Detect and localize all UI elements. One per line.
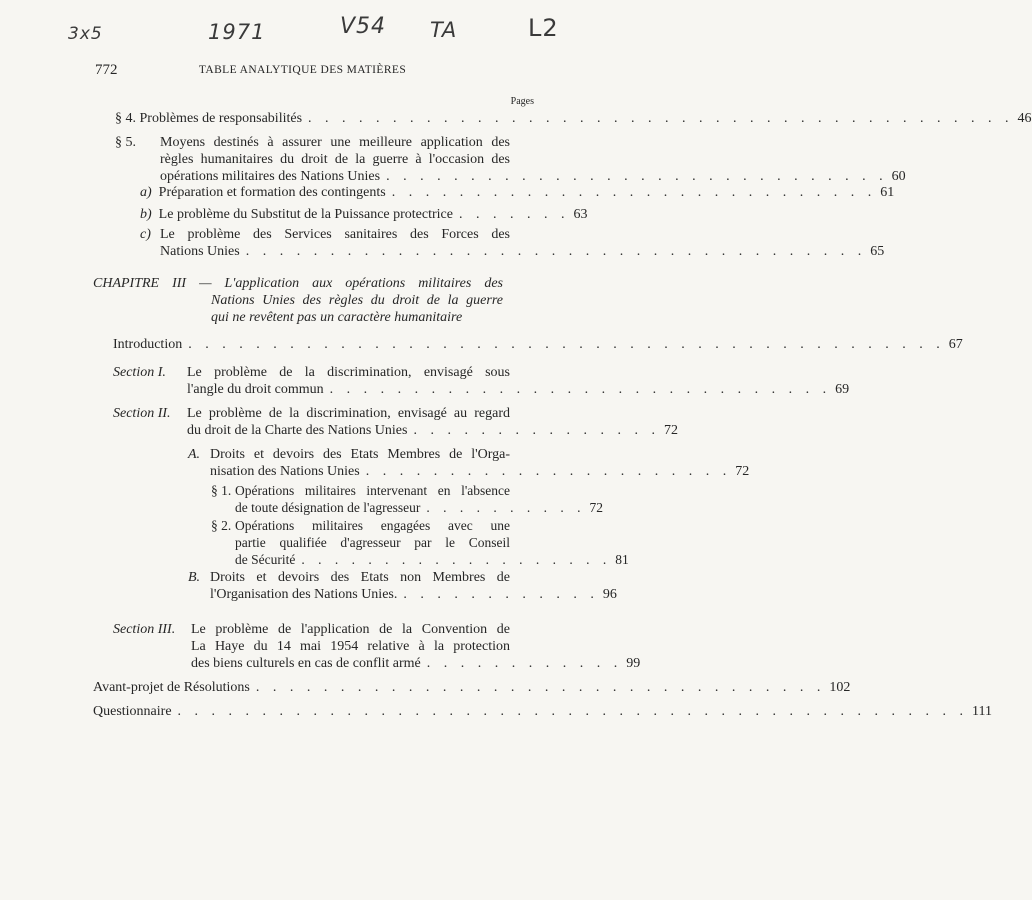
entry-line: Opérations militaires engagées avec une [235, 518, 510, 533]
page-ref: 65 [870, 244, 885, 259]
page-ref: 67 [948, 337, 963, 352]
entry-label: b) [140, 207, 152, 222]
entry-text: Avant-projet de Résolutions [93, 680, 250, 695]
handwritten-note-2: 1971 [208, 20, 266, 44]
entry-label: A. [188, 447, 201, 462]
entry-line: La Haye du 14 mai 1954 relative à la protection [191, 639, 510, 654]
page-ref: 63 [573, 207, 588, 222]
entry-label: Section III. [113, 622, 176, 637]
handwritten-note-1: 3x5 [68, 24, 103, 44]
entry-line: Le problème de la discrimination, envisagé sous [187, 365, 510, 380]
entry-label: § 5. [115, 135, 136, 150]
page-ref: 61 [880, 185, 895, 200]
entry-label: B. [188, 570, 201, 585]
leader-dots: . . . . . . . . . . . . . . . [413, 423, 660, 438]
leader-dots: . . . . . . . . . . . . . . . . . . . . . . . . . . . . . . . . . . . . . . . . . . . . . . . [177, 704, 969, 719]
toc-entry-para-1 [211, 482, 603, 516]
entry-text: Questionnaire [93, 704, 172, 719]
leader-dots: . . . . . . . . . . . . [403, 587, 599, 602]
toc-entry-section-3 [113, 621, 641, 672]
entry-line: Droits et devoirs des Etats Membres de l'Orga- [210, 447, 510, 462]
page-ref: 69 [835, 382, 850, 397]
entry-line: Nations Unies [160, 244, 240, 259]
entry-label: Section II. [113, 406, 171, 421]
toc-entry-a [140, 184, 895, 201]
entry-line: Le problème des Services sanitaires des Forces des [160, 227, 510, 242]
toc-entry-avant-projet [93, 679, 851, 696]
entry-line: de toute désignation de l'agresseur [235, 500, 421, 515]
toc-entry-questionnaire [93, 703, 992, 720]
entry-line: règles humanitaires du droit de la guerre à l'occasion des [160, 152, 510, 167]
leader-dots: . . . . . . . . . . . . . . . . . . . . . . . . . . . . . . . . . . . . . [245, 244, 867, 259]
chapter-label: CHAPITRE III — [93, 276, 212, 291]
leader-dots: . . . . . . . . . . . . . . . . . . . . . . . . . . . . . . . . . . . . . . . . . . [308, 111, 1014, 126]
page-ref: 72 [663, 423, 678, 438]
entry-line: Droits et devoirs des Etats non Membres de [210, 570, 510, 585]
leader-dots: . . . . . . . . . . . . . . . . . . . [301, 552, 612, 567]
chapter-heading [93, 275, 503, 326]
page-ref: 60 [891, 169, 906, 184]
toc-entry-section-2 [113, 405, 678, 439]
entry-line: des biens culturels en cas de conflit armé [191, 656, 421, 671]
entry-line: Opérations militaires intervenant en l'absence [235, 483, 510, 498]
entry-line: partie qualifiée d'agresseur par le Conseil [235, 535, 510, 550]
toc-entry-introduction [113, 336, 963, 353]
page-ref: 72 [735, 464, 750, 479]
entry-label: § 1. [211, 483, 232, 498]
page-ref: 99 [626, 656, 641, 671]
toc-entry-b [140, 206, 588, 223]
page-number: 772 [95, 62, 118, 78]
page-ref: 111 [972, 704, 992, 719]
page-ref: 96 [602, 587, 617, 602]
entry-label: § 2. [211, 518, 232, 533]
chapter-title-line: qui ne revêtent pas un caractère humanitaire [211, 310, 463, 325]
leader-dots: . . . . . . . . . . [426, 500, 586, 515]
leader-dots: . . . . . . . [458, 207, 570, 222]
page-ref: 46 [1017, 111, 1032, 126]
entry-label: a) [140, 185, 152, 200]
handwritten-note-4: TA [430, 18, 458, 42]
leader-dots: . . . . . . . . . . . . . . . . . . . . . . . . . . . . . . [386, 169, 888, 184]
page-ref: 81 [615, 552, 629, 567]
entry-line: Moyens destinés à assurer une meilleure application des [160, 135, 510, 150]
entry-text: Problèmes de responsabilités [139, 111, 303, 126]
entry-line: nisation des Nations Unies [210, 464, 360, 479]
toc-entry-a-members [188, 446, 750, 480]
leader-dots: . . . . . . . . . . . . . . . . . . . . . . . . . . . . . . . . . . . . . . . . . . . . . [188, 337, 945, 352]
handwritten-note-5: L2 [528, 14, 559, 42]
entry-line: de Sécurité [235, 552, 296, 567]
entry-line: l'angle du droit commun [187, 382, 324, 397]
entry-line: du droit de la Charte des Nations Unies [187, 423, 408, 438]
pages-column-label: Pages [510, 96, 534, 107]
toc-entry-para-5 [115, 134, 906, 185]
toc-entry-c [140, 226, 885, 260]
leader-dots: . . . . . . . . . . . . . . . . . . . . . . . . . . . . . . [329, 382, 832, 397]
entry-line: opérations militaires des Nations Unies [160, 169, 381, 184]
entry-label: § 4. [115, 111, 136, 126]
running-head [95, 62, 510, 78]
entry-label: c) [140, 227, 151, 242]
handwritten-note-3: V54 [340, 14, 387, 39]
running-title: TABLE ANALYTIQUE DES MATIÈRES [198, 64, 407, 76]
toc-entry-para-4 [115, 110, 1032, 127]
leader-dots: . . . . . . . . . . . . . . . . . . . . . . . . . . . . . . . . . . [255, 680, 826, 695]
leader-dots: . . . . . . . . . . . . . . . . . . . . . . . . . . . . . [391, 185, 877, 200]
toc-entry-para-2 [211, 517, 629, 568]
entry-line: l'Organisation des Nations Unies. [210, 587, 398, 602]
leader-dots: . . . . . . . . . . . . [426, 656, 623, 671]
page-ref: 102 [829, 680, 851, 695]
entry-label: Section I. [113, 365, 166, 380]
toc-entry-section-1 [113, 364, 850, 398]
leader-dots: . . . . . . . . . . . . . . . . . . . . . . [365, 464, 732, 479]
page-ref: 72 [589, 500, 603, 515]
entry-text: Préparation et formation des contingents [158, 185, 386, 200]
entry-line: Le problème de l'application de la Convention de [191, 622, 510, 637]
chapter-title-line: L'application aux opérations militaires des [224, 276, 504, 291]
entry-text: Le problème du Substitut de la Puissance protectrice [158, 207, 453, 222]
chapter-title-line: Nations Unies des règles du droit de la guerre [211, 293, 503, 308]
toc-entry-b-non-members [188, 569, 617, 603]
entry-line: Le problème de la discrimination, envisagé au regard [187, 406, 510, 421]
entry-text: Introduction [113, 337, 183, 352]
